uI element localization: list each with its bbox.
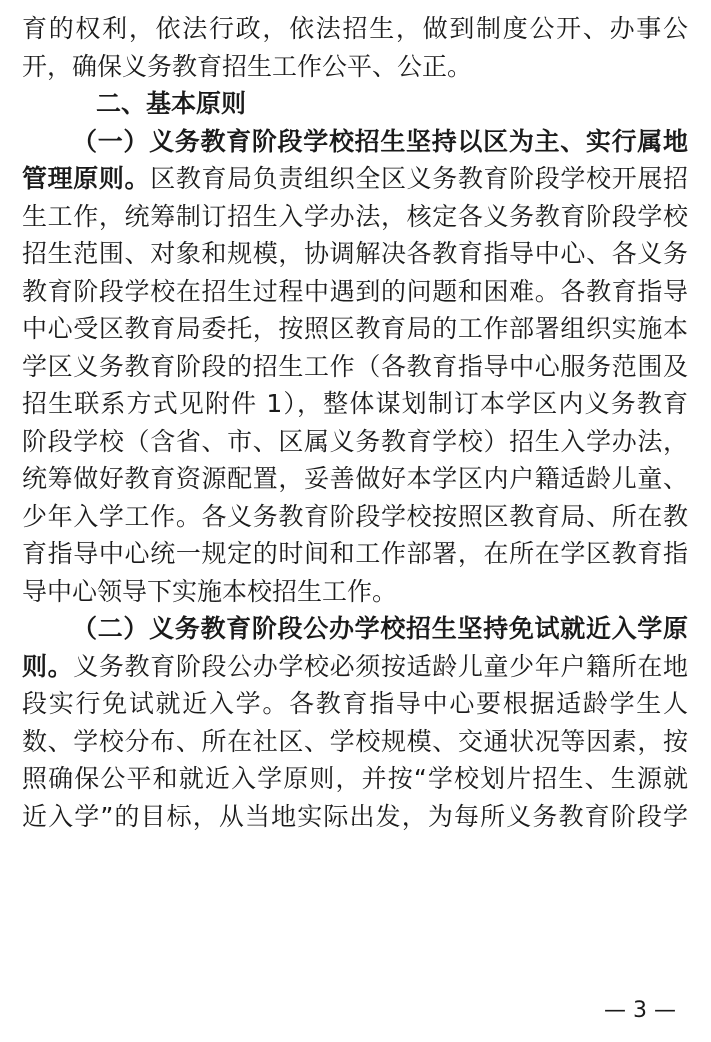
para2-line: 阶段学校（含省、市、区属义务教育学校）招生入学办法， bbox=[22, 426, 688, 456]
para2-line: 招生范围、对象和规模，协调解决各教育指导中心、各义务 bbox=[22, 239, 688, 268]
para2-line: 中心受区教育局委托，按照区教育局的工作部署组织实施本 bbox=[22, 314, 688, 343]
document-page bbox=[22, 10, 688, 835]
para3-line-2-text: 义务教育阶段公办学校必须按适龄儿童少年户籍所在地 bbox=[73, 651, 688, 681]
para2-line: 学区义务教育阶段的招生工作（各教育指导中心服务范围及 bbox=[22, 351, 688, 381]
para2-line: 少年入学工作。各义务教育阶段学校按照区教育局、所在教 bbox=[22, 501, 688, 531]
para2-line-2 bbox=[22, 160, 688, 198]
para2-line: 导中心领导下实施本校招生工作。 bbox=[22, 576, 398, 606]
para3-line: 数、学校分布、所在社区、学校规模、交通状况等因素，按 bbox=[22, 726, 688, 756]
section-heading: 二、基本原则 bbox=[96, 89, 247, 118]
para1-line-2: 开，确保义务教育招生工作公平、公正。 bbox=[22, 51, 473, 81]
para3-line: 段实行免试就近入学。各教育指导中心要根据适龄学生人 bbox=[22, 689, 688, 718]
para2-bold-lead: 管理原则。 bbox=[22, 164, 151, 193]
para2-line: 育指导中心统一规定的时间和工作部署，在所在学区教育指 bbox=[22, 539, 688, 568]
para3-line-2 bbox=[22, 648, 688, 686]
para2-line: 统筹做好教育资源配置，妥善做好本学区内户籍适龄儿童、 bbox=[22, 464, 688, 493]
para2-line: 教育阶段学校在招生过程中遇到的问题和困难。各教育指导 bbox=[22, 276, 688, 306]
para3-line: 照确保公平和就近入学原则，并按“学校划片招生、生源就 bbox=[22, 764, 688, 793]
para3-bold-lead: 则。 bbox=[22, 651, 74, 681]
para2-line-2-text: 区教育局负责组织全区义务教育阶段学校开展招 bbox=[150, 164, 688, 193]
para3-heading-line: （二）义务教育阶段公办学校招生坚持免试就近入学原 bbox=[72, 614, 688, 643]
para2-heading-line: （一）义务教育阶段学校招生坚持以区为主、实行属地 bbox=[72, 126, 688, 156]
para1-line-1: 育的权利，依法行政，依法招生，做到制度公开、办事公 bbox=[22, 14, 688, 43]
page-number: — 3 — bbox=[604, 998, 676, 1023]
para2-line: 生工作，统筹制订招生入学办法，核定各义务教育阶段学校 bbox=[22, 201, 688, 231]
para3-line: 近入学”的目标，从当地实际出发，为每所义务教育阶段学 bbox=[22, 801, 688, 831]
para2-line: 招生联系方式见附件 1），整体谋划制订本学区内义务教育 bbox=[22, 389, 688, 418]
